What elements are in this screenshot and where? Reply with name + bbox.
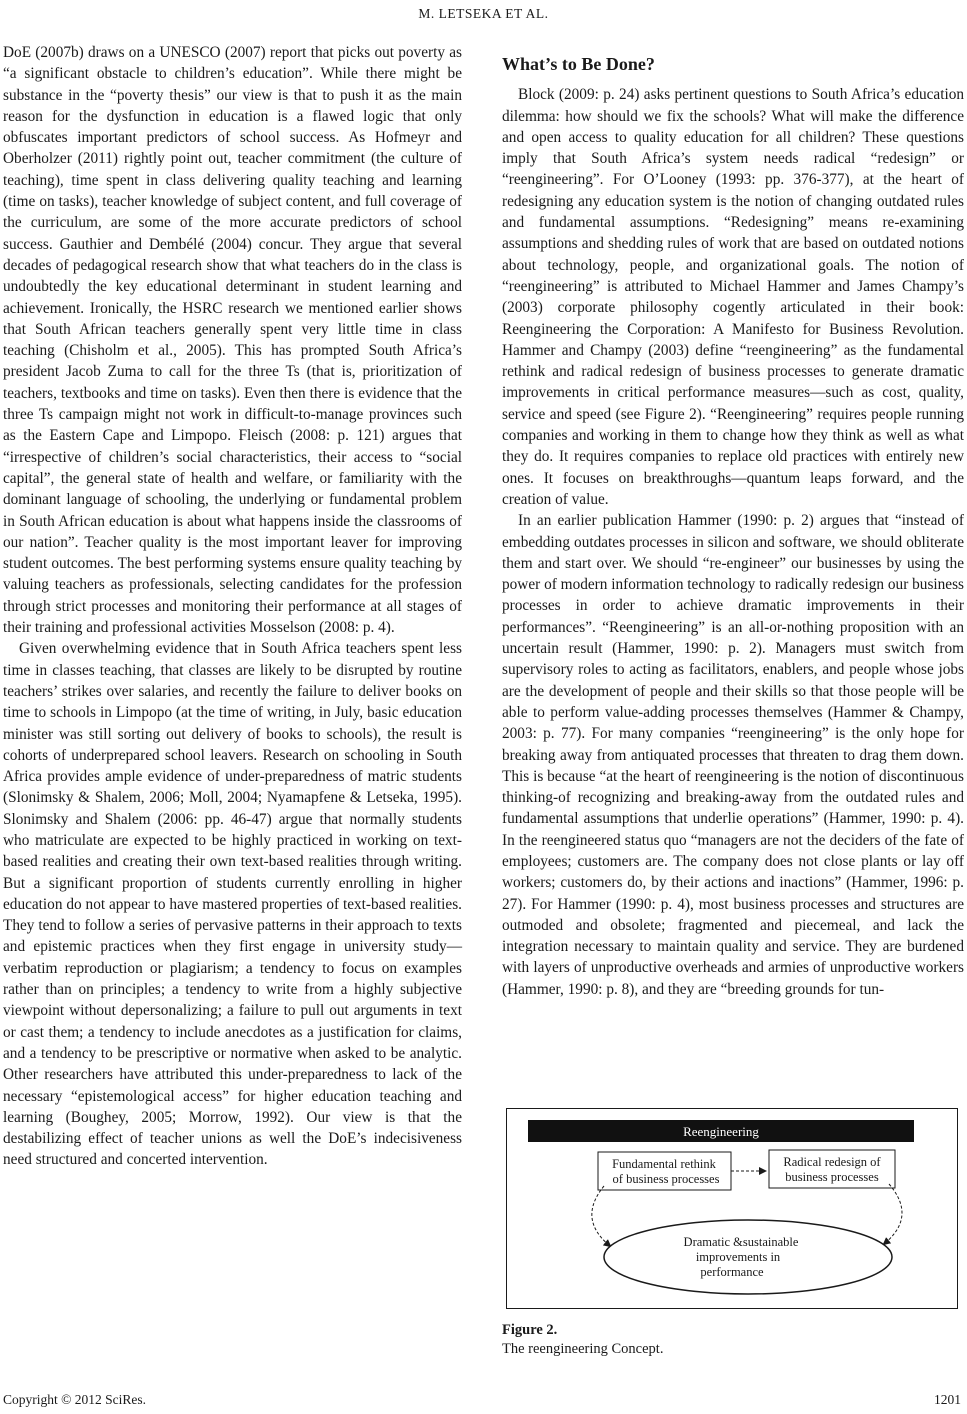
ellipse-line-3: performance (700, 1265, 764, 1279)
copyright-notice: Copyright © 2012 SciRes. (3, 1392, 147, 1407)
figure-caption (502, 1321, 663, 1359)
ellipse-line-1: Dramatic &sustainable (683, 1235, 799, 1249)
box-right-line-1: Radical redesign of (783, 1155, 881, 1169)
box-left-line-1: Fundamental rethink (612, 1157, 716, 1171)
left-column (3, 42, 462, 1171)
ellipse-line-2: improvements in (695, 1250, 781, 1264)
right-column (502, 42, 964, 1000)
figure-reengineering-diagram (506, 1108, 958, 1309)
figure-caption-text: The reengineering Concept. (502, 1341, 664, 1357)
diagram-svg (506, 1108, 958, 1309)
body-paragraph: DoE (2007b) draws on a UNESCO (2007) report that picks out poverty as “a significant obstacle to children’s education”. While there might be substance in the “poverty thesis” our view is that to push it as the main reason for the dysfunction in education is a flawed logic that only obfuscates important predictors of school success. As Hofmeyr and Oberholzer (2011) rightly point out, teacher commitment (the culture of teaching), time spent in class delivering quality teaching and learning (time on tasks), teacher knowledge of subject content, and full coverage of the curriculum, are some of the more accurate predictors of school success. Gauthier and Dembélé (2004) concur. They argue that several decades of pedagogical research show that what teachers do in the class is undoubtedly the key educational determinant in student learning and achievement. Ironically, the HSRC research we mentioned earlier shows that South African teachers generally spent very little time in class teaching (Chisholm et al., 2005). This has prompted South Africa’s president Jacob Zuma to call for the three Ts (that is, prioritization of teachers, textbooks and time on tasks). Even then there is evidence that the three Ts campaign might not work in difficult-to-manage provinces such as the Eastern Cape and Limpopo. Fleisch (2008: p. 121) argues that “irrespective of children’s social characteristics, their access to “social capital”, the general state of health and welfare, or familiarity with the dominant language of schooling, the underlying or fundamental problem in South African education is about what happens inside the classrooms of our nation”. Teacher quality is the most important leaver for improving student outcomes. The best performing systems ensure quality teaching by valuing teachers as professionals, selecting candidates for the profession through strict processes and monitoring their performance at all stages of their training and professional activities Mosselson (2008: p. 4). (3, 44, 462, 637)
figure-label: Figure 2. (502, 1322, 558, 1338)
section-heading: What’s to Be Done? (502, 54, 655, 74)
page-number: 1201 (934, 1392, 961, 1407)
running-head: M. LETSEKA ET AL. (418, 6, 549, 21)
body-paragraph: Block (2009: p. 24) asks pertinent questions to South Africa’s education dilemma: how should we fix the schools? What will make the difference and open access to quality education for all children? These questions imply that South Africa’s system needs radical “redesign” or “reengineering”. For O’Looney (1993: pp. 376-377), at the heart of redesigning any education system is the notion of changing outdated rules and fundamental assumptions. “Redesigning” means re-examining assumptions and shedding rules of work that are based on outdated notions about technology, people, and organizational goals. The notion of “reengineering” is attributed to Michael Hammer and James Champy’s (2003) corporate philosophy cogently articulated in their book: Reengineering the Corporation: A Manifesto for Business Revolution. Hammer and Champy (2003) define “reengineering” as the fundamental rethink and radical redesign of business processes to generate dramatic improvements in critical performance measures—such as cost, quality, service and speed (see Figure 2). “Reengineering” requires people running companies and working in them to change how they think as well as what they do. It requires companies to replace old practices with entirely new ones. It focuses on breakthroughs—quantum leaps forward, and the creation of value. (502, 86, 964, 508)
body-paragraph: Given overwhelming evidence that in South Africa teachers spent less time in classes teaching, that classes are likely to be disrupted by routine teachers’ strikes over salaries, and recently the failure to deliver books on time to schools in Limpopo (at the time of writing, in July, basic education minister was still sorting out delivery of books to schools), the result is cohorts of underprepared school leavers. Research on schooling in South Africa provides ample evidence of under-preparedness of matric students (Slonimsky & Shalem, 2006; Moll, 2004; Nyamapfene & Letseka, 1995). Slonimsky and Shalem (2006: pp. 46-47) argue that normally students who matriculate are expected to be highly practiced in working on text-based realities and creating their own text-based realities through writing. But a significant proportion of students currently enrolling in higher education do not appear to have mastered properties of text-based realities. They tend to follow a series of pervasive patterns in their approach to texts and epistemic practices when they first engage in university study—verbatim reproduction or plagiarism; a tendency to focus on examples rather than on principles; a tendency to write from a highly subjective viewpoint without depersonalizing; a failure to pull out arguments in text or cast them; a tendency to include anecdotes as a justification for claims, and a tendency to be prescriptive or normative when asked to be analytic. Other researchers have attributed this under-preparedness to lack of the necessary “epistemological access” for higher education teaching and learning (Boughey, 2005; Morrow, 1992). Our view is that the destabilizing effect of teacher unions as well the DoE’s indecisiveness need structured and concerted intervention. (3, 640, 462, 1169)
body-paragraph: In an earlier publication Hammer (1990: p. 2) argues that “instead of embedding outdates processes in silicon and software, we should obliterate them and start over. We should “re-engineer” our businesses by using the power of modern information technology to radically redesign our business processes in order to achieve dramatic improvements in their performances”. “Reengineering” is an all-or-nothing proposition with an uncertain result (Hammer, 1990: p. 2). Managers must switch from supervisory roles to acting as facilitators, enablers, and people whose jobs are the development of people and their skills so that those people will be able to perform value-adding processes themselves (Hammer & Champy, 2003: p. 77). For many companies “reengineering” is the only hope for breaking away from antiquated processes that threaten to drag them down. This is because “at the heart of reengineering is the notion of discontinuous thinking-of recognizing and breaking-away from the outdated rules and fundamental assumptions that underlie operations” (Hammer, 1990: p. 4). In the reengineered status quo “managers are not the deciders of the fate of employees; customers are. The company does not close plants or lay off workers; customers do, by their actions and inactions” (Hammer, 1996: p. 27). For Hammer (1990: p. 4), most business processes and structures are outmoded and obsolete; fragmented and piecemeal, and lack the integration necessary to maintain quality and service. They are burdened with layers of unproductive overheads and armies of unproductive workers (Hammer, 1990: p. 8), and they are “breeding grounds for tun- (502, 512, 964, 998)
box-left-line-2: of business processes (612, 1172, 720, 1186)
box-right-line-2: business processes (785, 1170, 879, 1184)
banner-label: Reengineering (683, 1124, 759, 1139)
